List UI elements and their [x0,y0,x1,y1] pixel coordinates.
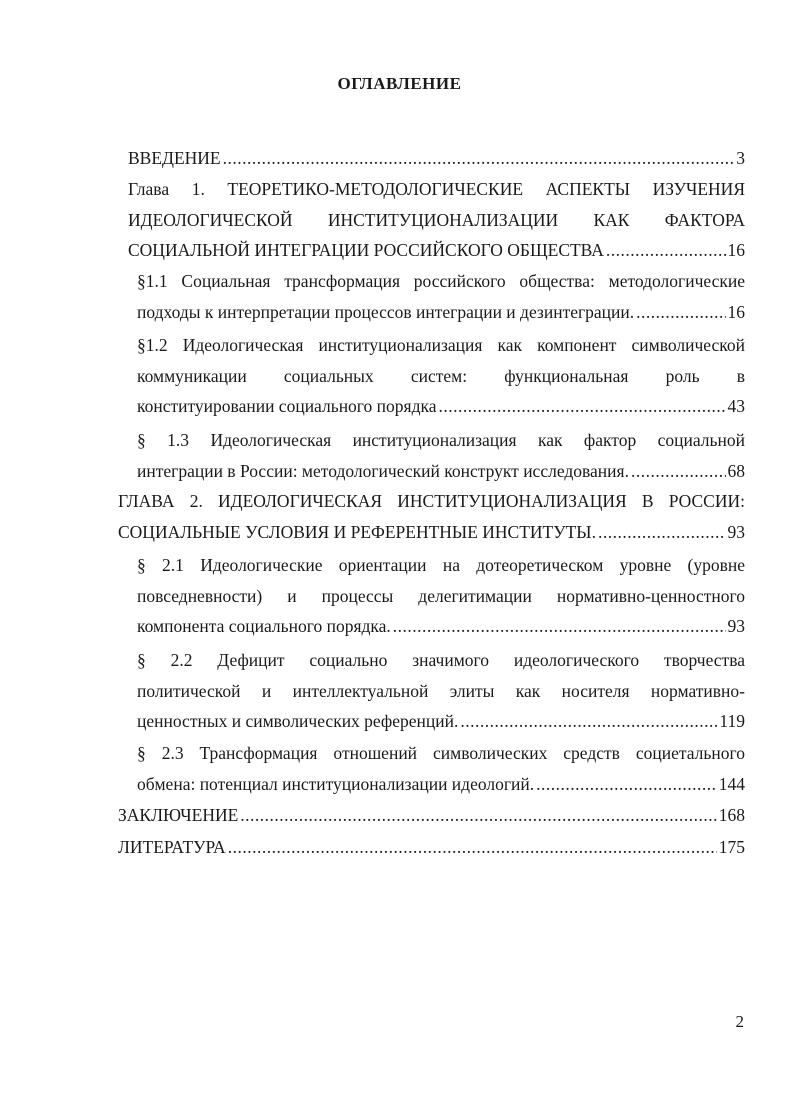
dot-leader [460,706,717,737]
page-number: 2 [735,1012,744,1031]
toc-entry-line: § 2.1 Идеологические ориентации на дотеоретическом уровне (уровне [137,555,745,575]
toc-entry-section-2-2[interactable] [137,645,745,737]
dot-leader [228,832,717,863]
toc-entry-line: политической и интеллектуальной элиты как носителя нормативно- [137,680,745,701]
toc-entry-chapter-1[interactable] [128,174,745,266]
toc-page-number: 175 [718,837,745,857]
toc-page-number: 16 [727,301,745,322]
toc-page-number: 93 [727,616,745,637]
toc-entry-line: ценностных и символических референций. [137,711,459,732]
dot-leader [598,517,726,548]
toc-entry-line: § 1.3 Идеологическая институционализация как фактор социальной [137,430,745,450]
dot-leader [223,143,735,174]
page-title: ОГЛАВЛЕНИЕ [337,74,462,93]
toc-entry-conclusion[interactable] [118,800,745,831]
toc-page-number: 144 [718,773,745,794]
toc-entry-line: Глава 1. ТЕОРЕТИКО-МЕТОДОЛОГИЧЕСКИЕ АСПЕКТЫ ИЗУЧЕНИЯ [128,179,745,199]
toc-entry-line: § 2.3 Трансформация отношений символических средств социетального [137,743,745,763]
toc-entry-title: ЗАКЛЮЧЕНИЕ [118,805,239,825]
dot-leader [536,769,717,800]
toc-entry-introduction[interactable] [128,143,745,174]
toc-entry-line: §1.1 Социальная трансформация российского общества: методологические [137,271,745,291]
toc-entry-line: компонента социального порядка. [137,616,391,637]
toc-page-number: 119 [719,711,745,732]
dot-leader [393,611,726,642]
toc-entry-line: интеграции в России: методологический конструкт исследования. [137,460,629,481]
toc-page-number: 93 [727,521,745,542]
toc-entry-section-2-1[interactable] [137,550,745,642]
toc-entry-line: конституировании социального порядка [137,396,437,417]
toc-entry-title: ЛИТЕРАТУРА [118,837,226,857]
toc-entry-line: повседневности) и процессы делегитимации нормативно-ценностного [137,585,745,606]
toc-page-number: 168 [718,805,745,825]
toc-entry-section-1-2[interactable] [137,330,745,422]
toc-entry-chapter-2[interactable] [118,486,745,547]
dot-leader [636,297,725,328]
toc-entry-line: подходы к интерпретации процессов интеграции и дезинтеграции. [137,301,635,322]
toc-entry-section-2-3[interactable] [137,738,745,799]
toc-entry-line: СОЦИАЛЬНОЙ ИНТЕГРАЦИИ РОССИЙСКОГО ОБЩЕСТВА [128,240,604,261]
toc-entry-literature[interactable] [118,832,745,863]
toc-page-number: 68 [727,460,745,481]
dot-leader [606,235,726,266]
toc-entry-line: СОЦИАЛЬНЫЕ УСЛОВИЯ И РЕФЕРЕНТНЫЕ ИНСТИТУТЫ. [118,521,596,542]
toc-entry-line: §1.2 Идеологическая институционализация как компонент символической [137,335,745,355]
dot-leader [439,391,726,422]
dot-leader [631,456,726,487]
toc-entry-line: коммуникации социальных систем: функциональная роль в [137,365,745,386]
toc-entry-line: ГЛАВА 2. ИДЕОЛОГИЧЕСКАЯ ИНСТИТУЦИОНАЛИЗАЦИЯ В РОССИИ: [118,491,745,511]
toc-entry-section-1-1[interactable] [137,266,745,327]
toc-page-number: 43 [727,396,745,417]
toc-entry-line: ИДЕОЛОГИЧЕСКОЙ ИНСТИТУЦИОНАЛИЗАЦИИ КАК ФАКТОРА [128,209,745,230]
toc-page-number: 16 [727,240,745,261]
dot-leader [240,800,716,831]
toc-entry-section-1-3[interactable] [137,425,745,486]
toc-entry-line: обмена: потенциал институционализации идеологий. [137,773,535,794]
toc-entry-line: § 2.2 Дефицит социально значимого идеологического творчества [137,650,745,670]
toc-page-number: 3 [736,148,745,168]
toc-entry-title: ВВЕДЕНИЕ [128,148,221,168]
